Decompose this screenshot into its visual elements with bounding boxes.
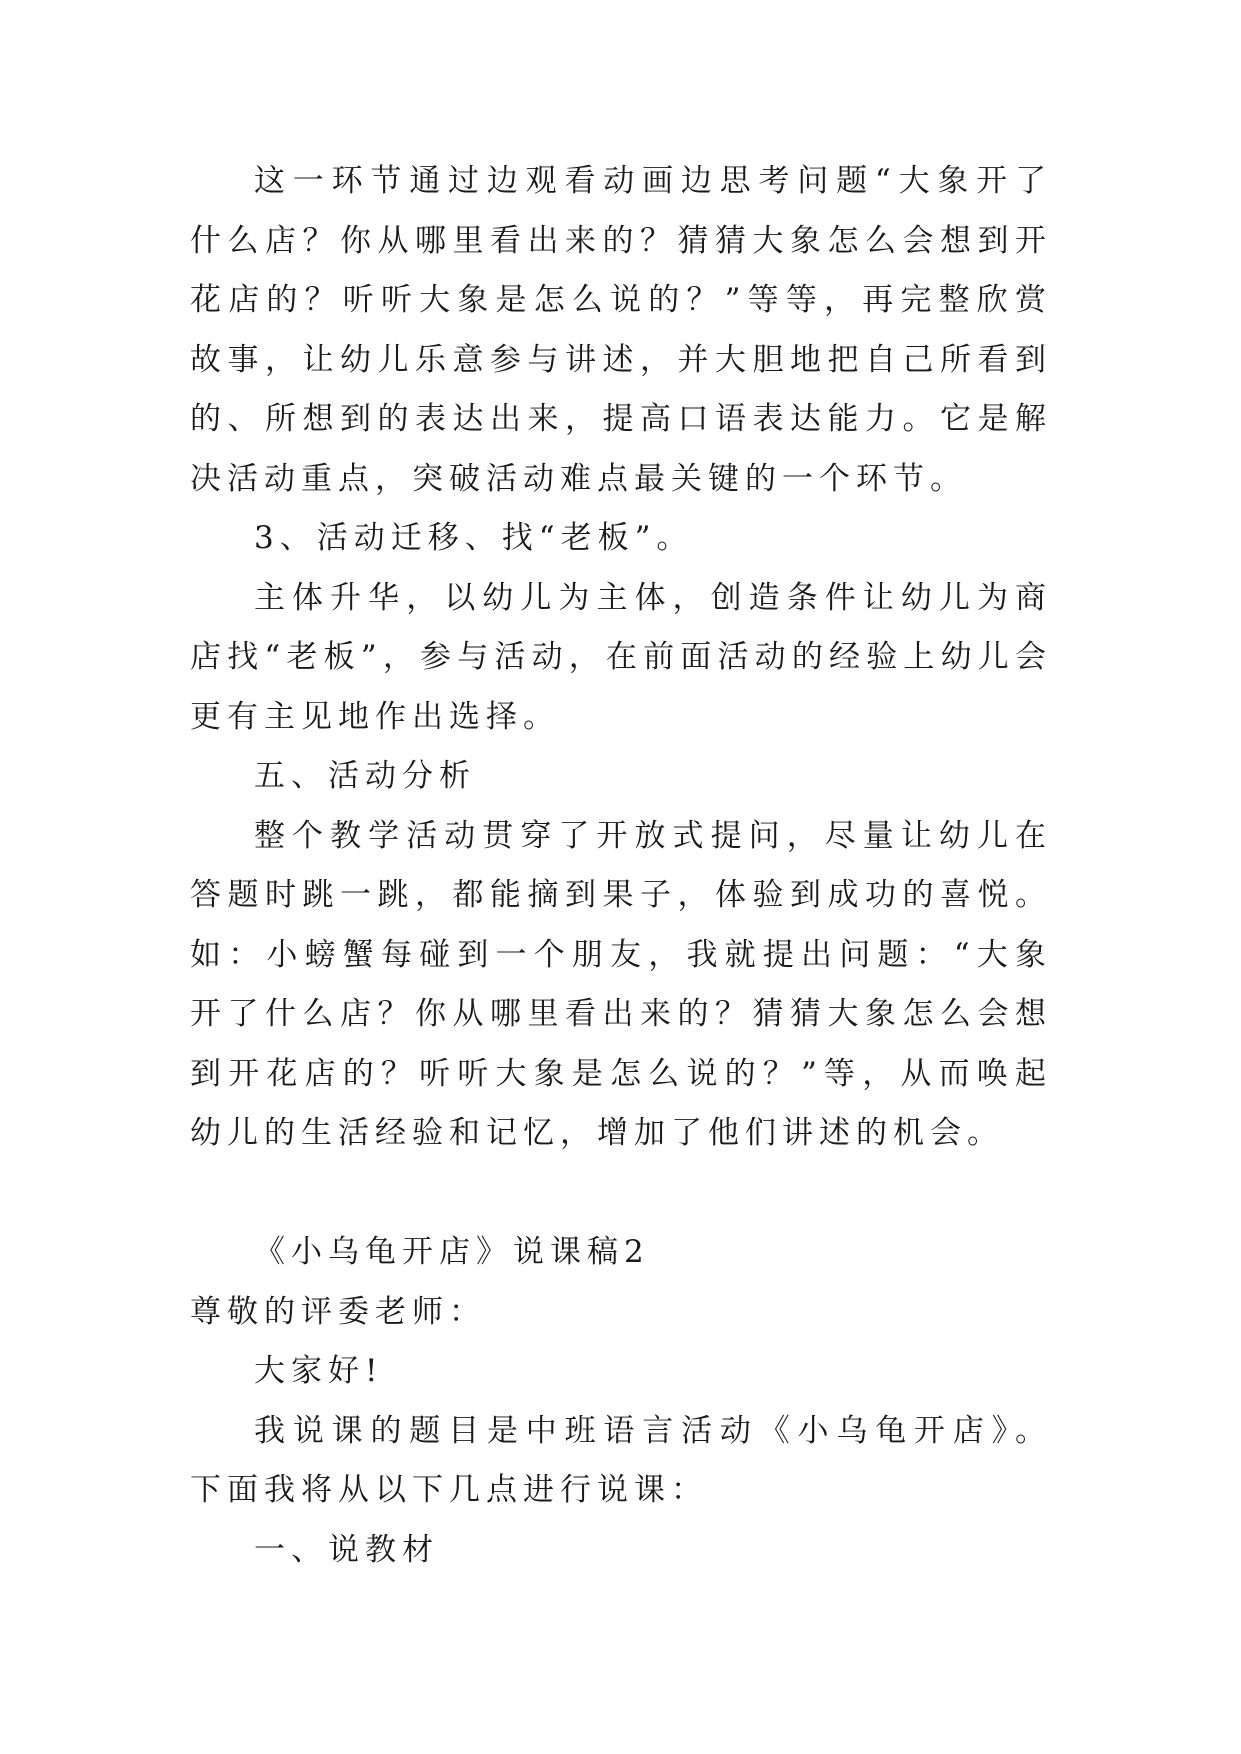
- paragraph-activity-step: 这一环节通过边观看动画边思考问题“大象开了什么店？你从哪里看出来的？猜猜大象怎么会想到开花店的？听听大象是怎么说的？”等等，再完整欣赏故事，让幼儿乐意参与讲述，并大胆地把自己所看到的、所想到的表达出来，提高口语表达能力。它是解决活动重点，突破活动难点最关键的一个环节。: [190, 163, 1052, 497]
- greeting: 大家好!: [254, 1353, 384, 1389]
- intro-paragraph: 我说课的题目是中班语言活动《小乌龟开店》。下面我将从以下几点进行说课：: [190, 1412, 1052, 1508]
- section-title: 《小乌龟开店》说课稿2: [254, 1234, 650, 1270]
- paragraph-subject-sublimation: 主体升华，以幼儿为主体，创造条件让幼儿为商店找“老板”，参与活动，在前面活动的经验上幼儿会更有主见地作出选择。: [190, 579, 1052, 735]
- salutation: 尊敬的评委老师：: [190, 1293, 486, 1330]
- paragraph-activity-analysis: 整个教学活动贯穿了开放式提问，尽量让幼儿在答题时跳一跳，都能摘到果子，体验到成功的喜悦。如：小螃蟹每碰到一个朋友，我就提出问题：“大象开了什么店？你从哪里看出来的？猜猜大象怎么会想到开花店的？听听大象是怎么说的？”等，从而唤起幼儿的生活经验和记忆，增加了他们讲述的机会。: [190, 817, 1052, 1151]
- document-body: [190, 152, 1052, 1580]
- heading-teaching-material: 一、说教材: [254, 1531, 439, 1568]
- section-5-heading: 五、活动分析: [254, 758, 476, 794]
- blank-line: [190, 1164, 1052, 1224]
- step-3-heading: 3、活动迁移、找“老板”。: [254, 520, 694, 556]
